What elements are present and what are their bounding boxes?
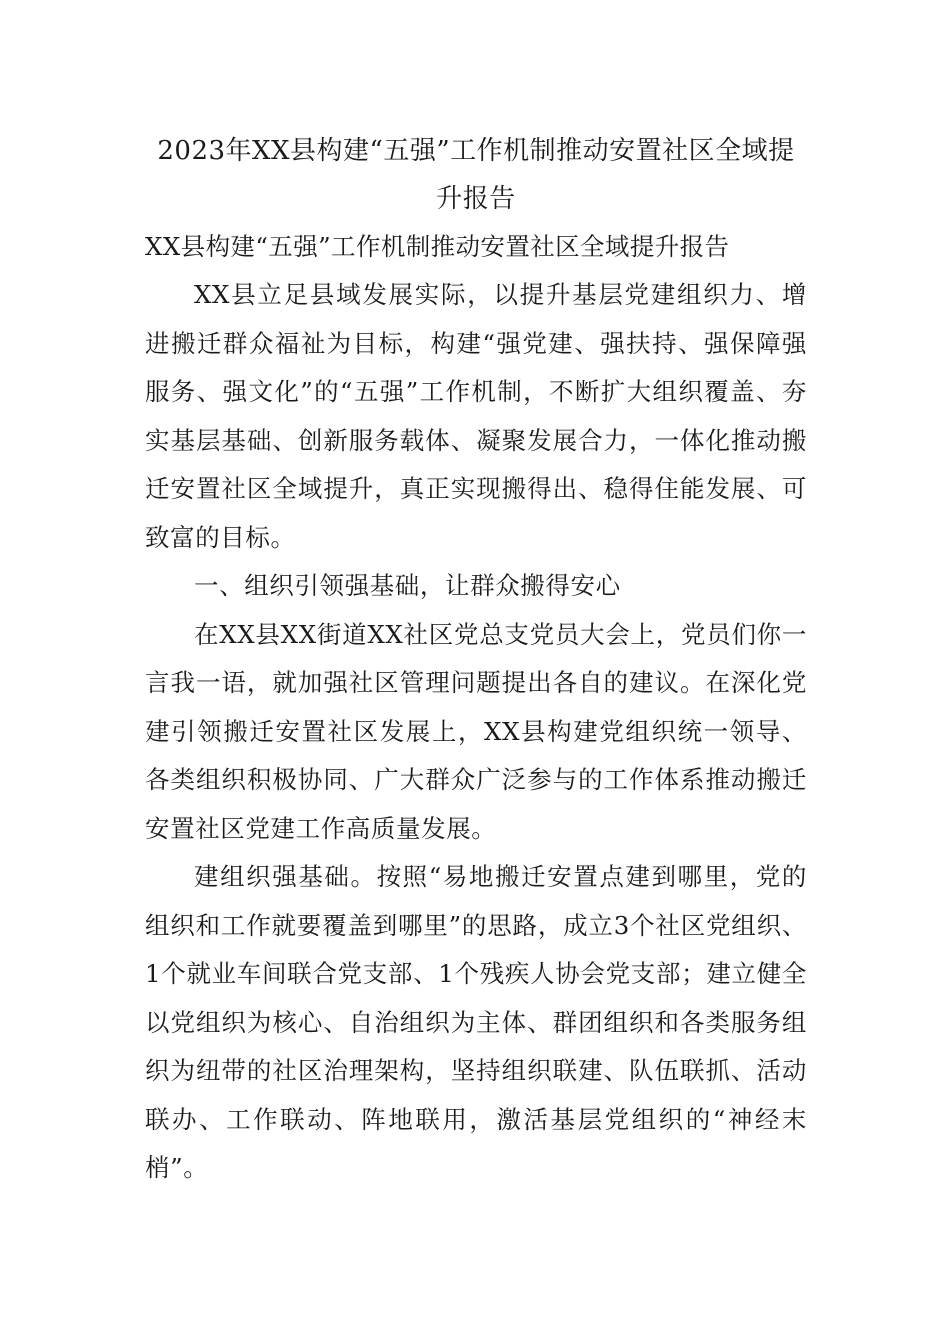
document-body: [145, 127, 807, 1193]
paragraph-meeting: 在XX县XX街道XX社区党总支党员大会上，党员们你一言我一语，就加强社区管理问题提出各自的建议。在深化党建引领搬迁安置社区发展上，XX县构建党组织统一领导、各类组织积极协同、广大群众广泛参与的工作体系推动搬迁安置社区党建工作高质量发展。: [145, 619, 807, 843]
document-subtitle: XX县构建“五强”工作机制推动安置社区全域提升报告: [145, 232, 730, 261]
paragraph-intro: XX县立足县域发展实际，以提升基层党建组织力、增进搬迁群众福祉为目标，构建“强党建、强扶持、强保障强服务、强文化”的“五强”工作机制，不断扩大组织覆盖、夯实基层基础、创新服务载体、凝聚发展合力，一体化推动搬迁安置社区全域提升，真正实现搬得出、稳得住能发展、可致富的目标。: [145, 280, 807, 552]
document-title: 2023年XX县构建“五强”工作机制推动安置社区全域提升报告: [157, 136, 795, 214]
paragraph-organization: 建组织强基础。按照“易地搬迁安置点建到哪里，党的组织和工作就要覆盖到哪里”的思路，成立3个社区党组织、1个就业车间联合党支部、1个残疾人协会党支部；建立健全以党组织为核心、自治组织为主体、群团组织和各类服务组织为纽带的社区治理架构，坚持组织联建、队伍联抓、活动联办、工作联动、阵地联用，激活基层党组织的“神经末梢”。: [145, 862, 807, 1182]
section-heading-1: 一、组织引领强基础，让群众搬得安心: [194, 571, 621, 600]
